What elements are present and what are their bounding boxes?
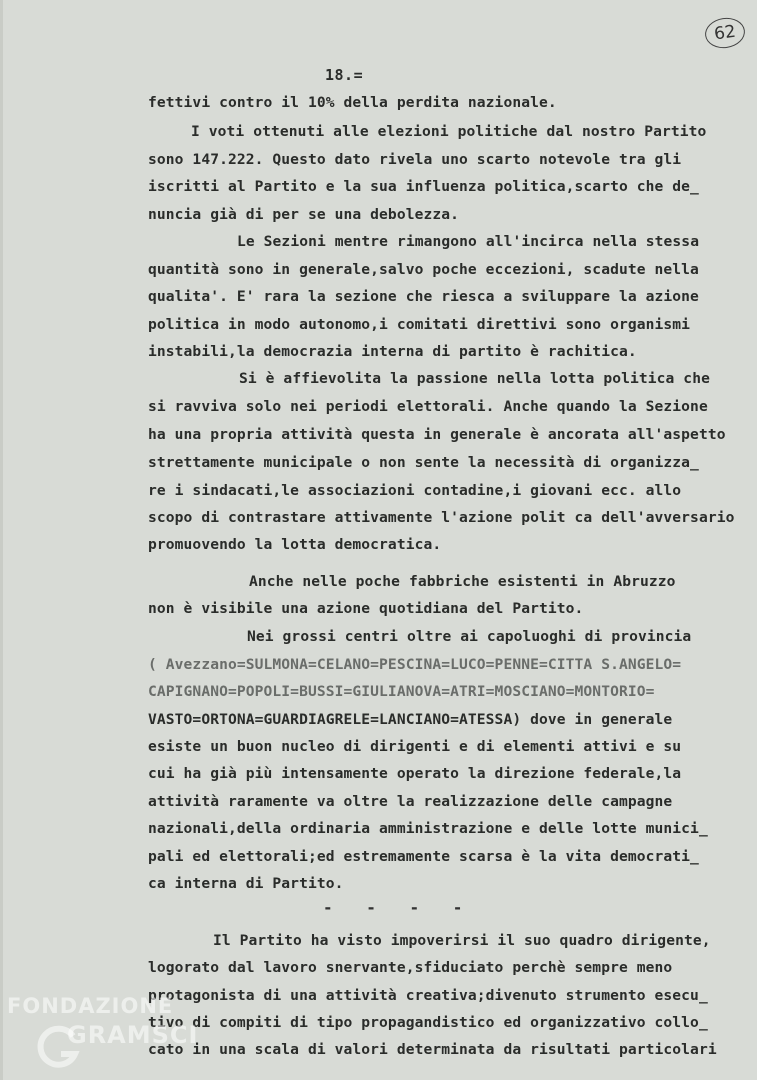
text-line: Nei grossi centri oltre ai capoluoghi di provincia (247, 628, 692, 645)
text-line: Le Sezioni mentre rimangono all'incirca nella stessa (237, 233, 700, 250)
watermark-line-2: GRAMSCI (67, 1021, 199, 1049)
text-line: instabili,la democrazia interna di partito è rachitica. (148, 343, 637, 360)
archive-page-number: 62 (703, 15, 747, 50)
text-line: fettivi contro il 10% della perdita nazionale. (148, 94, 557, 111)
text-line: strettamente municipale o non sente la necessità di organizza_ (148, 454, 699, 471)
text-line: nuncia già di per se una debolezza. (148, 206, 460, 223)
text-line: politica in modo autonomo,i comitati direttivi sono organismi (148, 316, 691, 333)
text-line: cui ha già più intensamente operato la direzione federale,la (148, 765, 682, 782)
text-line: VASTO=ORTONA=GUARDIAGRELE=LANCIANO=ATESSA) dove in generale (148, 711, 673, 728)
typed-page-number: 18.= (325, 66, 364, 84)
text-line: non è visibile una azione quotidiana del Partito. (148, 600, 584, 617)
text-line: re i sindacati,le associazioni contadine,i giovani ecc. allo (148, 482, 682, 499)
text-line: ha una propria attività questa in generale è ancorata all'aspetto (148, 426, 726, 443)
text-line: I voti ottenuti alle elezioni politiche dal nostro Partito (191, 123, 707, 140)
text-line: pali ed elettorali;ed estremamente scarsa è la vita democrati_ (148, 848, 699, 865)
text-line: attività raramente va oltre la realizzazione delle campagne (148, 793, 673, 810)
text-line: Il Partito ha visto impoverirsi il suo quadro dirigente, (213, 932, 711, 949)
text-line: cato in una scala di valori determinata da risultati particolari (148, 1041, 717, 1058)
watermark-line-1: FONDAZIONE (7, 994, 174, 1018)
text-line: protagonista di una attività creativa;divenuto strumento esecu_ (148, 987, 708, 1004)
text-line: sono 147.222. Questo dato rivela uno scarto notevole tra gli (148, 151, 682, 168)
text-line: quantità sono in generale,salvo poche eccezioni, scadute nella (148, 261, 699, 278)
text-line: Si è affievolita la passione nella lotta politica che (239, 370, 710, 387)
text-line: logorato dal lavoro snervante,sfiduciato perchè sempre meno (148, 959, 673, 976)
text-line: CAPIGNANO=POPOLI=BUSSI=GIULIANOVA=ATRI=MOSCIANO=MONTORIO= (148, 683, 655, 700)
text-line: si ravviva solo nei periodi elettorali. Anche quando la Sezione (148, 398, 708, 415)
text-line: tivo di compiti di tipo propagandistico ed organizzativo collo_ (148, 1014, 708, 1031)
text-line: qualita'. E' rara la sezione che riesca a sviluppare la azione (148, 288, 699, 305)
section-separator: - - - - (323, 898, 475, 917)
text-line: promuovendo la lotta democratica. (148, 536, 442, 553)
watermark-logo-icon (35, 1022, 85, 1072)
text-line: nazionali,della ordinaria amministrazione e delle lotte munici_ (148, 820, 708, 837)
text-line: iscritti al Partito e la sua influenza politica,scarto che de_ (148, 178, 699, 195)
text-line: esiste un buon nucleo di dirigenti e di elementi attivi e su (148, 738, 682, 755)
text-line: scopo di contrastare attivamente l'azione polit ca dell'avversario (148, 509, 735, 526)
text-line: Anche nelle poche fabbriche esistenti in Abruzzo (249, 573, 676, 590)
text-line: ca interna di Partito. (148, 875, 344, 892)
text-line: ( Avezzano=SULMONA=CELANO=PESCINA=LUCO=PENNE=CITTA S.ANGELO= (148, 656, 682, 673)
